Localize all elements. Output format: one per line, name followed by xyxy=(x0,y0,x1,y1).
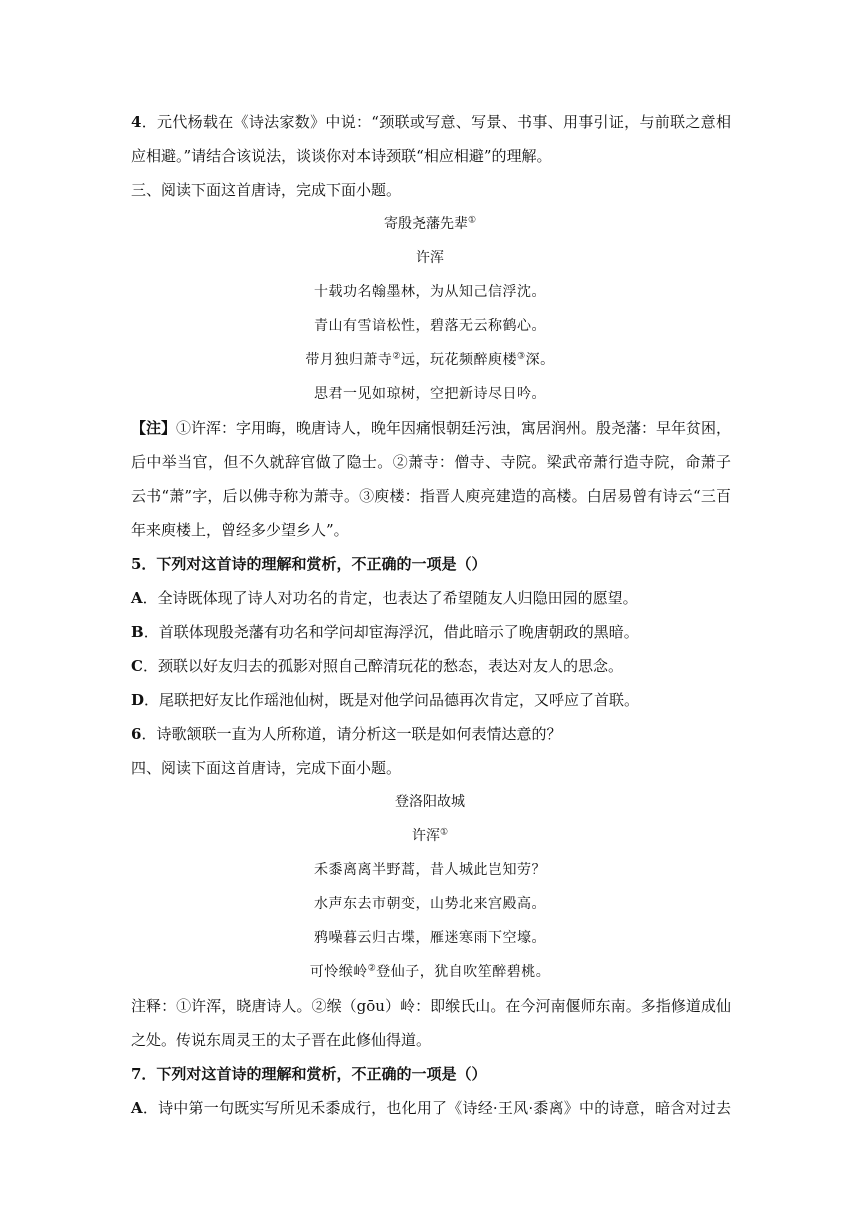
q5-option-d: D．尾联把好友比作瑶池仙树，既是对他学问品德再次肯定，又呼应了首联。 xyxy=(131,691,640,709)
poem1-title-note: ① xyxy=(467,215,477,226)
poem1-note-text-1: ①许浑：字用晦，晚唐诗人，晚年因痛恨朝廷污浊，寓居润州。殷尧藩：早年贫困， xyxy=(176,419,732,437)
poem1-note-line-4: 年来庾楼上，曾经多少望乡人”。 xyxy=(131,521,349,539)
poem2-note-line-1: 注释：①许浑，晓唐诗人。②缑（gōu）岭：即缑氏山。在今河南偃师东南。多指修道成仙 xyxy=(131,997,731,1015)
poem2-author-text: 许浑 xyxy=(411,828,440,844)
poem2-author-note: ① xyxy=(439,827,449,838)
poem1-line-3b: 远，玩花频醉庾楼 xyxy=(401,352,517,368)
poem1-line-3-note-b: ③ xyxy=(517,351,526,362)
q6-stem: 6．诗歌颔联一直为人所称道，请分析这一联是如何表情达意的？ xyxy=(131,725,562,743)
poem1-line-3 xyxy=(0,350,860,370)
section4-heading: 四、阅读下面这首唐诗，完成下面小题。 xyxy=(131,759,402,777)
q4-line-1 xyxy=(131,112,731,132)
poem2-title: 登洛阳故城 xyxy=(395,794,465,810)
poem1-line-3c: 深。 xyxy=(525,352,555,368)
poem2-line-4 xyxy=(0,962,860,982)
q7-option-a: A．诗中第一句既实写所见禾黍成行，也化用了《诗经·王风·黍离》中的诗意，暗含对过去 xyxy=(131,1099,731,1117)
section3-heading: 三、阅读下面这首唐诗，完成下面小题。 xyxy=(131,181,402,199)
poem2-author xyxy=(0,826,860,846)
q7-stem: 7．下列对这首诗的理解和赏析，不正确的一项是（） xyxy=(131,1065,487,1083)
q4-number: 4 xyxy=(131,113,142,131)
poem1-note-line-3: 云书“萧”字，后以佛寺称为萧寺。③庾楼：指晋人庾亮建造的高楼。白居易曾有诗云“三百 xyxy=(131,487,731,505)
poem1-author: 许浑 xyxy=(416,250,444,266)
q4-line-2: 应相避。”请结合该说法，谈谈你对本诗颈联“相应相避”的理解。 xyxy=(131,147,552,165)
poem2-line-3: 鸦噪暮云归古堞，雁迷寒雨下空壕。 xyxy=(314,930,546,946)
poem1-title-text: 寄殷尧藩先辈 xyxy=(383,216,468,232)
q5-option-b: B．首联体现殷尧藩有功名和学问却宦海浮沉，借此暗示了晚唐朝政的黑暗。 xyxy=(131,623,639,641)
poem2-line-1: 禾黍离离半野蒿，昔人城此岂知劳？ xyxy=(314,862,546,878)
poem1-note-label: 【注】 xyxy=(131,419,177,437)
poem1-line-4: 思君一见如琼树，空把新诗尽日吟。 xyxy=(314,386,546,402)
poem2-line-2: 水声东去市朝变，山势北来宫殿高。 xyxy=(314,896,546,912)
poem1-line-3a: 带月独归萧寺 xyxy=(305,352,393,368)
poem2-line-4a: 可怜缑岭 xyxy=(309,964,368,980)
q5-option-c: C．颈联以好友归去的孤影对照自己醉清玩花的愁态，表达对友人的思念。 xyxy=(131,657,623,675)
q4-text-1: ．元代杨载在《诗法家数》中说：“颈联或写意、写景、书事、用事引证，与前联之意相 xyxy=(141,113,731,131)
poem2-note-line-2: 之处。传说东周灵王的太子晋在此修仙得道。 xyxy=(131,1031,432,1049)
q5-option-a: A．全诗既体现了诗人对功名的肯定，也表达了希望随友人归隐田园的愿望。 xyxy=(131,589,638,607)
poem1-title xyxy=(0,214,860,234)
poem1-note-line-2: 后中举当官，但不久就辞官做了隐士。②萧寺：僧寺、寺院。梁武帝萧行造寺院，命萧子 xyxy=(131,453,731,471)
poem1-line-1: 十载功名翰墨林，为从知己信浮沈。 xyxy=(314,284,546,300)
poem1-note-line-1 xyxy=(131,418,731,438)
poem2-line-4b: 登仙子，犹自吹笙醉碧桃。 xyxy=(376,964,551,980)
poem1-line-2: 青山有雪谙松性，碧落无云称鹤心。 xyxy=(314,318,546,334)
poem1-line-3-note-a: ② xyxy=(392,351,401,362)
poem2-line-4-note: ② xyxy=(367,963,377,974)
q5-stem: 5．下列对这首诗的理解和赏析，不正确的一项是（） xyxy=(131,555,487,573)
